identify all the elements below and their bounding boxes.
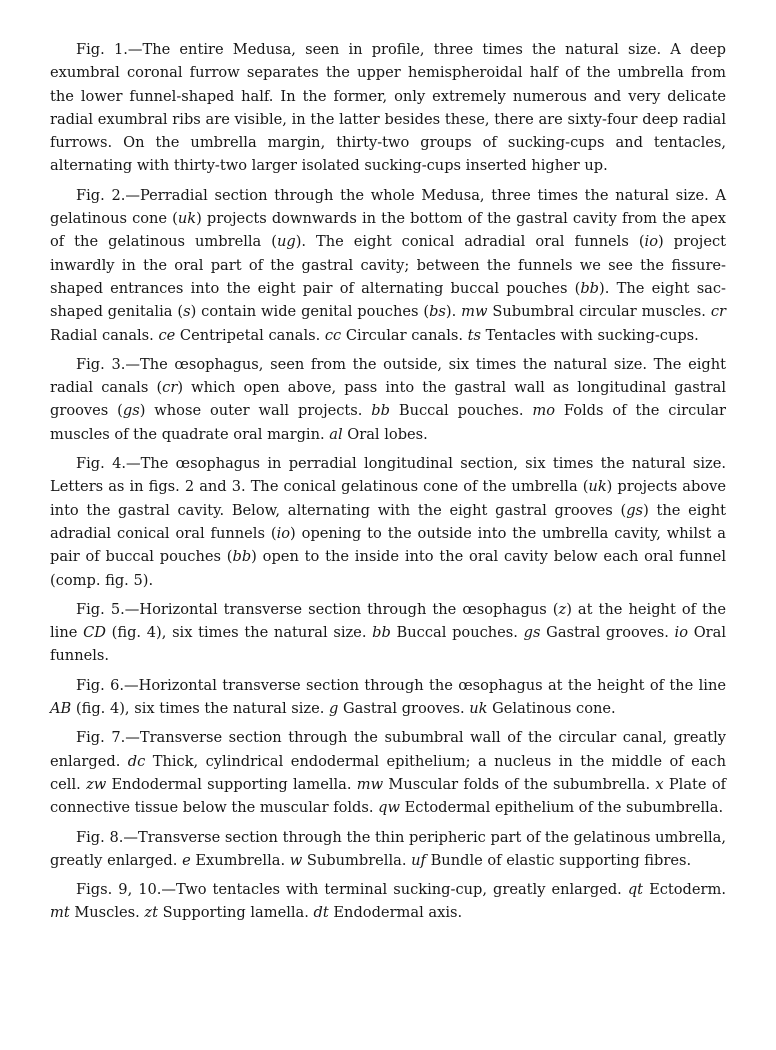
figure-label-abbreviation: ts bbox=[467, 326, 482, 344]
figure-label-abbreviation: uk bbox=[588, 478, 607, 496]
figure-label-abbreviation: z bbox=[558, 600, 567, 618]
figure-label-abbreviation: mt bbox=[50, 904, 70, 922]
caption-text: Folds of the circular muscles of the quadrate oral margin. bbox=[50, 402, 727, 443]
caption-text: Subumbrella. bbox=[302, 851, 412, 869]
figure-caption-paragraph bbox=[50, 353, 726, 446]
caption-text: ). bbox=[445, 303, 462, 321]
caption-text: (fig. 4), six times the natural size. bbox=[71, 700, 330, 718]
figure-label-abbreviation: zw bbox=[86, 775, 107, 793]
caption-text: Supporting lamella. bbox=[157, 904, 314, 922]
figure-label-abbreviation: bb bbox=[232, 548, 252, 566]
caption-text: ) at the height of the line bbox=[50, 600, 726, 642]
figure-label-abbreviation: ug bbox=[276, 233, 296, 251]
caption-text: Circular canals. bbox=[341, 326, 468, 344]
caption-text: Oral funnels. bbox=[50, 624, 727, 665]
figure-label-abbreviation: io bbox=[674, 624, 688, 642]
figure-label-abbreviation: bb bbox=[580, 279, 600, 297]
caption-text: Endodermal axis. bbox=[328, 904, 463, 922]
caption-text: Gastral grooves. bbox=[540, 624, 675, 642]
figure-label-abbreviation: cr bbox=[710, 303, 726, 321]
caption-text: Buccal pouches. bbox=[390, 624, 524, 642]
caption-text: Fig. 5.—Horizontal transverse section through the œsophagus ( bbox=[76, 600, 559, 618]
figure-label-abbreviation: al bbox=[329, 425, 343, 443]
caption-text: Fig. 1.—The entire Medusa, seen in profile, three times the natural size. A deep exumbral coronal furrow separates the upper hemispheroidal half of the umbrella from the lower funnel-shaped half. In the former, only extremely numerous and very delicate radial exumbral ribs are visible, in the latter besides these, there are sixty-four deep radial furrows. On the umbrella margin, thirty-two groups of sucking-cups and tentacles, alternating with thirty-two larger isolated sucking-cups inserted higher up. bbox=[50, 41, 726, 175]
caption-text: Bundle of elastic supporting fibres. bbox=[425, 851, 692, 869]
figure-caption-paragraph bbox=[50, 878, 726, 925]
caption-text: Thick, cylindrical endodermal epithelium; a nucleus in the middle of each cell. bbox=[50, 752, 726, 793]
figure-label-abbreviation: s bbox=[183, 303, 191, 321]
figure-caption-paragraph bbox=[50, 598, 726, 668]
caption-text: Fig. 2.—Perradial section through the whole Medusa, three times the natural size. A gelatinous cone ( bbox=[50, 186, 726, 228]
caption-text: Plate of connective tissue below the muscular folds. bbox=[50, 775, 727, 817]
caption-text: ) whose outer wall projects. bbox=[139, 402, 372, 420]
figure-label-abbreviation: qt bbox=[627, 881, 644, 899]
caption-text: (fig. 4), six times the natural size. bbox=[105, 624, 373, 642]
caption-text: Subumbral circular muscles. bbox=[487, 303, 711, 321]
caption-text: ) opening to the outside into the umbrella cavity, whilst a pair of buccal pouches ( bbox=[50, 524, 726, 566]
figure-label-abbreviation: g bbox=[329, 700, 339, 718]
figure-label-abbreviation: zt bbox=[144, 904, 158, 922]
caption-text: ) open to the inside into the oral cavity below each oral funnel (comp. fig. 5). bbox=[50, 548, 726, 589]
caption-text: ) projects downwards in the bottom of the gastral cavity from the apex of the gelatinous umbrella ( bbox=[50, 210, 726, 251]
figure-caption-paragraph bbox=[50, 38, 726, 178]
figure-label-abbreviation: bs bbox=[429, 303, 446, 321]
figure-label-abbreviation: mw bbox=[461, 303, 488, 321]
figure-label-abbreviation: uf bbox=[411, 851, 426, 869]
figure-caption-paragraph bbox=[50, 184, 726, 347]
caption-text: ) which open above, pass into the gastral wall as longitudinal gastral grooves ( bbox=[50, 379, 726, 420]
caption-text: Fig. 8.—Transverse section through the thin peripheric part of the gelatinous umbrella, greatly enlarged. bbox=[50, 828, 726, 869]
figure-label-abbreviation: cc bbox=[324, 326, 342, 344]
caption-text: Oral lobes. bbox=[342, 425, 428, 443]
caption-text: ) project inwardly in the oral part of the gastral cavity; between the funnels we see the fissure-shaped entrances into the eight pair of alternating buccal pouches ( bbox=[50, 233, 726, 297]
caption-text: Muscular folds of the subumbrella. bbox=[383, 775, 656, 793]
figure-label-abbreviation: uk bbox=[469, 700, 488, 718]
caption-text: ) projects above into the gastral cavity. Below, alternating with the eight gastral grooves ( bbox=[50, 478, 726, 519]
figure-label-abbreviation: w bbox=[289, 851, 303, 869]
caption-text: Fig. 6.—Horizontal transverse section through the œsophagus at the height of the line bbox=[76, 676, 726, 694]
caption-text: ). The eight conical adradial oral funnels ( bbox=[295, 233, 645, 251]
caption-text: Gastral grooves. bbox=[338, 700, 470, 718]
figure-label-abbreviation: mw bbox=[356, 775, 384, 793]
figure-label-abbreviation: bb bbox=[372, 624, 391, 642]
caption-text: ) the eight adradial conical oral funnels ( bbox=[50, 501, 727, 542]
figure-label-abbreviation: uk bbox=[177, 210, 197, 228]
figure-caption-paragraph bbox=[50, 452, 726, 592]
caption-text: Muscles. bbox=[69, 904, 145, 922]
figure-label-abbreviation: mo bbox=[532, 402, 555, 420]
figure-label-abbreviation: cr bbox=[162, 379, 178, 397]
caption-text: Tentacles with sucking-cups. bbox=[481, 326, 699, 344]
document-page bbox=[50, 38, 726, 931]
figure-caption-paragraph bbox=[50, 826, 726, 873]
caption-text: Fig. 3.—The œsophagus, seen from the outside, six times the natural size. The eight radial canals ( bbox=[50, 355, 726, 397]
caption-text: Ectodermal epithelium of the subumbrella. bbox=[400, 799, 724, 817]
figure-label-abbreviation: gs bbox=[523, 624, 541, 642]
figure-label-abbreviation: io bbox=[644, 233, 658, 251]
figure-label-abbreviation: dt bbox=[313, 904, 329, 922]
figure-label-abbreviation: CD bbox=[83, 624, 106, 642]
caption-text: Figs. 9, 10.—Two tentacles with terminal sucking-cup, greatly enlarged. bbox=[76, 881, 628, 899]
figure-label-abbreviation: bb bbox=[371, 402, 390, 420]
figure-label-abbreviation: gs bbox=[626, 501, 644, 519]
figure-caption-paragraph bbox=[50, 674, 726, 721]
figure-label-abbreviation: qw bbox=[378, 799, 400, 817]
figure-label-abbreviation: x bbox=[655, 775, 664, 793]
caption-text: Buccal pouches. bbox=[389, 402, 533, 420]
figure-label-abbreviation: gs bbox=[122, 402, 140, 420]
figure-label-abbreviation: ce bbox=[158, 326, 176, 344]
figure-label-abbreviation: dc bbox=[127, 752, 146, 770]
caption-text: Centripetal canals. bbox=[175, 326, 325, 344]
caption-text: Ectoderm. bbox=[643, 881, 726, 899]
caption-text: ). The eight sac-shaped genitalia ( bbox=[50, 279, 726, 321]
caption-text: Exumbrella. bbox=[190, 851, 290, 869]
caption-text: Fig. 7.—Transverse section through the subumbral wall of the circular canal, greatly enlarged. bbox=[50, 729, 726, 770]
caption-text: ) contain wide genital pouches ( bbox=[190, 303, 430, 321]
figure-label-abbreviation: io bbox=[276, 524, 291, 542]
figure-caption-paragraph bbox=[50, 726, 726, 819]
caption-text: Endodermal supporting lamella. bbox=[106, 775, 357, 793]
caption-text: Fig. 4.—The œsophagus in perradial longitudinal section, six times the natural size. Letters as in figs. 2 and 3. The conical gelatinous cone of the umbrella ( bbox=[50, 455, 726, 496]
figure-label-abbreviation: e bbox=[182, 851, 191, 869]
caption-text: Radial canals. bbox=[50, 326, 159, 344]
caption-text: Gelatinous cone. bbox=[487, 700, 616, 718]
figure-label-abbreviation: AB bbox=[50, 700, 72, 718]
